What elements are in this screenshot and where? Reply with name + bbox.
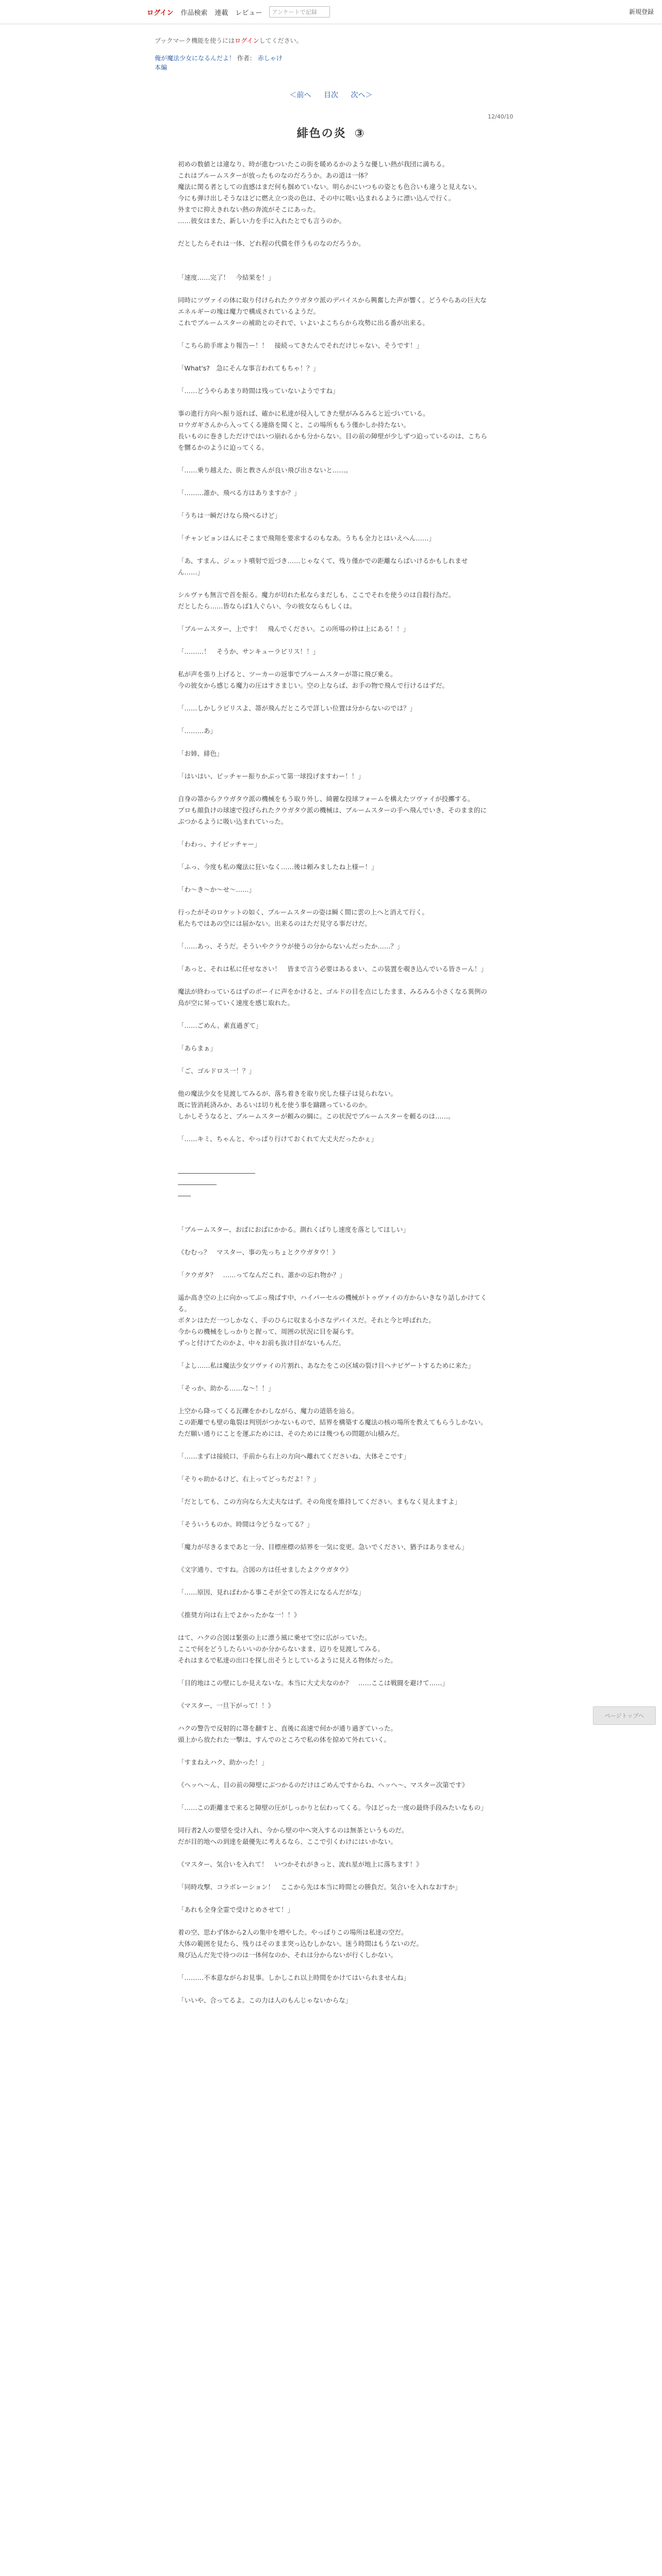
nav-search[interactable]: 作品検索 (180, 9, 208, 17)
body-paragraph: 自身の箒からクウガタウ派の機械をもう取り外し、綺麗な投球フォームを構えたツヴァイが投擲する。 (178, 795, 474, 803)
body-paragraph: 「………！ そうか、サンキューラビリス！！」 (178, 648, 320, 655)
body-paragraph (178, 1371, 487, 1383)
body-paragraph (178, 499, 487, 510)
body-paragraph: 「こちら助手席より報告ー！！ 接続ってきたんでそれだけじゃない、そうです！」 (178, 342, 423, 349)
body-paragraph (178, 1745, 487, 1757)
body-paragraph: 「わ～き～か～せ～……」 (178, 886, 256, 893)
series-info (155, 54, 283, 62)
body-paragraph: 私たちではあの空には届かない。出来るのはただ見守る事だけだ。 (178, 920, 371, 927)
body-paragraph: ずっと付けてたのかよ、中々お前も抜け目がないもんだ。 (178, 1339, 345, 1347)
body-paragraph: 「そっか、助かる……な～！！」 (178, 1384, 275, 1392)
body-paragraph: 「そりゃ助かるけど、右上ってどっちだよ！？」 (178, 1475, 320, 1483)
body-paragraph: 《マスター、一旦下がって！！》 (178, 1702, 275, 1709)
prev-link[interactable]: ＜前へ (289, 91, 311, 99)
body-paragraph: 《むむっ？ マスター、事の先っちょとクウガタウ！》 (178, 1248, 339, 1256)
body-paragraph: これでブルームスターの補助とのそれで、いよいよこちらから攻勢に出る番が出来る。 (178, 319, 429, 327)
body-paragraph: 事の進行方向へ振り返れば、確かに私達が侵入してきた壁がみるみると近づいている。 (178, 410, 429, 417)
body-paragraph (178, 397, 487, 408)
nav-serial[interactable]: 連載 (214, 9, 228, 17)
body-paragraph: 頭上から放たれた一撃は、すんでのところで私の体を掠めて外れていく。 (178, 1736, 391, 1743)
body-paragraph: 「いいや、合ってるよ。この力は人のもんじゃないからな」 (178, 1996, 352, 2004)
body-paragraph: 《推奨方向は右上でよかったかな一！！》 (178, 1611, 301, 1619)
body-paragraph: 魔法に関る者としての直感はまだ何も掴めていない。明らかにいつもの姿とも色合いも違うと見えない。 (178, 183, 481, 191)
body-paragraph: 「………あ」 (178, 727, 217, 735)
body-paragraph: 「ブルームスター、上です！ 飛んでください。この所場の枠は上にある！！」 (178, 625, 410, 633)
site-header (0, 0, 662, 24)
body-paragraph: ロウガギさんから入ってくる連絡を聞くと、この場所ももう僅かしか持たない。 (178, 421, 410, 429)
body-paragraph (178, 635, 487, 646)
body-paragraph (178, 283, 487, 295)
body-paragraph (178, 1145, 487, 1156)
body-paragraph (178, 521, 487, 533)
chapter-title (0, 125, 662, 141)
toc-link[interactable]: 目次 (324, 91, 338, 99)
body-paragraph: 「あらまぁ」 (178, 1044, 217, 1052)
body-paragraph: 初めの数値とは違なり、時が進むついたこの街を暖めるかのような優しい熱が我団に満ちる。 (178, 160, 449, 168)
body-paragraph (178, 261, 487, 272)
body-paragraph: これはブルームスターが放ったものなのだろうか。あの道は一体？ (178, 172, 371, 179)
body-paragraph: 私が声を張り上げると、ツーカーの返事でブルームスターが箒に飛び乗る。 (178, 670, 397, 678)
body-paragraph: 「はいはい、ピッチャー振りかぶって第一球投げますわー！！」 (178, 772, 365, 780)
body-paragraph: 「チャンピョンはんにそこまで飛翔を要求するのもなあ。うちも全力とはいえへん……」 (178, 534, 435, 542)
body-paragraph (178, 227, 487, 238)
body-paragraph: 魔法が終わっているはずのボーイに声をかけると、ゴルドの目を点にしたまま、みるみる小さくなる異例の鳥が空に昇っていく速度を感じ取れた。 (178, 988, 487, 1007)
body-paragraph (178, 453, 487, 465)
body-paragraph (178, 1689, 487, 1700)
notice-text-after: してください。 (259, 37, 303, 44)
body-paragraph (178, 1485, 487, 1496)
body-paragraph: 「………不本意ながらお見事。しかしこれ以上時間をかけてはいられませんね」 (178, 1974, 410, 1981)
body-paragraph: ただ願い通りにことを運ぶためには、そのためには幾つもの問題が山積みだ。 (178, 1430, 404, 1437)
body-paragraph (178, 1009, 487, 1020)
body-paragraph: 「……原因、見ればわかる事こそが全ての答えになるんだがな」 (178, 1588, 365, 1596)
body-paragraph: 「クウガタ？ ……ってなんだこれ、誰かの忘れ物か？」 (178, 1271, 346, 1279)
body-paragraph: 他の魔法少女を見渡してみるが、落ち着きを取り戻した様子は見られない。 (178, 1090, 398, 1097)
body-paragraph (178, 850, 487, 861)
body-paragraph (178, 737, 487, 748)
body-paragraph: ―― (178, 1192, 191, 1199)
body-paragraph: 上空から降ってくる瓦礫をかわしながら、魔力の道筋を辿る。 (178, 1407, 359, 1415)
body-paragraph (178, 952, 487, 963)
body-paragraph: プロも顔負けの球速で投げられたクウガタウ派の機械は、ブルームスターの手へ飛んでいき、そのまま的にぶつかるように吸い込まれていった。 (178, 806, 487, 825)
body-paragraph (178, 714, 487, 725)
body-paragraph (178, 1281, 487, 1292)
body-paragraph: 行ったがそのロケットの如く、ブルームスターの姿は瞬く間に雲の上へと消えて行く。 (178, 908, 428, 916)
body-paragraph: 「……どうやらあまり時間は残っていないようですね」 (178, 387, 339, 395)
body-paragraph (178, 1893, 487, 1904)
nav-review[interactable]: レビュー (235, 9, 262, 17)
body-paragraph (178, 1575, 487, 1587)
body-paragraph (178, 1711, 487, 1723)
body-paragraph (178, 1462, 487, 1473)
body-paragraph: 「あれも全身全霊で受けとめさせて！」 (178, 1906, 294, 1913)
body-paragraph: 「そういうものか。時間は今どうなってる？」 (178, 1520, 313, 1528)
login-link[interactable]: ログイン (147, 9, 174, 17)
body-paragraph (178, 1553, 487, 1564)
body-paragraph (178, 1156, 487, 1167)
body-paragraph (178, 1258, 487, 1269)
body-paragraph (178, 691, 487, 703)
body-paragraph (178, 1122, 487, 1133)
body-paragraph: 「ふっ、今度も私の魔法に狂いなく……後は頼みましたね上様ー！」 (178, 863, 378, 871)
body-paragraph: 着の空、思わず体から2人の集中を増やした。やっぱりこの場所は私達の空だ。 (178, 1928, 408, 1936)
body-paragraph: 「……しかしラピリスよ、箒が飛んだところで詳しい位置は分からないのでは？」 (178, 704, 417, 712)
bookmark-notice (155, 36, 303, 45)
body-paragraph: 「……乗り越えた、街と教さんが良い飛び出さないと……。 (178, 466, 352, 474)
body-paragraph: 「……あっ、そうだ。そういやクラウが使うの分からないんだったか……？」 (178, 942, 404, 950)
body-paragraph (178, 759, 487, 771)
body-paragraph: はて、ハクの合図は緊張の上に漂う風に乗せて空に広がっていた。 (178, 1634, 371, 1641)
body-paragraph: 「すまねえハク、助かった！」 (178, 1758, 268, 1766)
body-paragraph: 「速度……完了！ 今結果を！」 (178, 274, 275, 281)
body-paragraph: 《ヘッヘ～ん、目の前の障壁にぶつかるのだけはごめんですからね、ヘッヘ～、マスター次第です》 (178, 1781, 469, 1789)
pager-top (0, 90, 662, 100)
body-paragraph: 「……まずは接続口、手前から右上の方向へ離れてくださいね、大体そこです」 (178, 1452, 410, 1460)
body-paragraph: 「よし……私は魔法少女ツヴァイの片割れ、あなたをこの区域の裂け目へナビゲートするために来た」 (178, 1362, 475, 1369)
body-paragraph (178, 1870, 487, 1882)
body-paragraph (178, 929, 487, 941)
body-paragraph (178, 1666, 487, 1677)
body-paragraph (178, 1394, 487, 1405)
next-link[interactable]: 次へ＞ (351, 91, 373, 99)
body-paragraph (178, 1031, 487, 1043)
chapter-body (178, 159, 487, 2006)
body-paragraph: ボタンはただ一つしかなく、手のひらに収まる小さなデバイスだ。それと今と呼ばれた。 (178, 1316, 435, 1324)
search-input[interactable]: アンケートで記録 (269, 6, 330, 18)
body-paragraph: 遥か高き空の上に向かってぶっ飛ばす中、ハイパーセルの機械がトゥヴァイの方からいきなり話しかけてくる。 (178, 1294, 487, 1313)
body-paragraph: 同行者2人の要望を受け入れ、今から壁の中へ突入するのは無茶というものだ。 (178, 1826, 408, 1834)
body-paragraph: 「魔力が尽きるまであと一分、目標座標の結界を一気に変更。急いでください、猶予はありません」 (178, 1543, 468, 1551)
author-link[interactable]: 赤しゃけ (257, 55, 283, 62)
body-paragraph: だが目的地への到達を最優先に考えるなら、ここで引くわけにはいかない。 (178, 1838, 398, 1845)
notice-login-link[interactable]: ログイン (235, 37, 259, 44)
body-paragraph: 「……この距離まで来ると障壁の圧がしっかりと伝わってくる。今ほどった一度の最終手段みたいなもの」 (178, 1804, 487, 1811)
body-paragraph (178, 1961, 487, 1972)
body-paragraph: ―――――― (178, 1180, 217, 1188)
body-paragraph: しかしそうなると、ブルームスターが頼みの綱に。この状況でブルームスターを頼るのは……。 (178, 1112, 455, 1120)
body-paragraph: 大体の範囲を見たら、残りはそのまま突っ込むしかない。迷う時間はもうないのだ。 (178, 1940, 423, 1947)
body-paragraph: ―――――――――――― (178, 1169, 255, 1177)
body-paragraph: 「………誰か、飛べる方はありますか？」 (178, 489, 301, 497)
body-paragraph (178, 1077, 487, 1088)
body-paragraph: 同時にツヴァイの体に取り付けられたクウガタウ派のデバイスから興奮した声が響く。どうやらあの巨大なエネルギーの塊は魔力で構成されているようだ。 (178, 296, 487, 315)
body-paragraph: 「お姉、緋色」 (178, 750, 223, 757)
body-paragraph: 「同時攻撃、コラボレーション！ ここから先は本当に時間との勝負だ。気合いを入れなおすか」 (178, 1883, 461, 1891)
register-link[interactable]: 新規登録 (628, 8, 654, 15)
author-label: 作者： (237, 55, 256, 62)
body-paragraph (178, 1201, 487, 1213)
body-paragraph: ハクの警告で反射的に箒を翻すと、直後に高速で何かが通り過ぎていった。 (178, 1724, 398, 1732)
body-paragraph: 「わわっ、ナイピッチャー」 (178, 840, 261, 848)
body-paragraph (178, 1213, 487, 1224)
body-paragraph: だとしたら……皆ならば1人ぐらい、今の彼女ならもしくは。 (178, 602, 356, 610)
body-paragraph: この距離でも壁の亀裂は判別がつかないもので、結界を構築する魔法の核の場所を教えてもらうしかない。 (178, 1418, 487, 1426)
body-paragraph: 「What's? 急にそんな事言われてもちゃ！？」 (178, 364, 320, 372)
body-paragraph: 「目的地はこの壁にしか見えないな。本当に大丈夫なのか？ ……ここは戦闘を避けて……」 (178, 1679, 449, 1687)
body-paragraph: 「あ、すまん、ジェット噴射で近づき……じゃなくて、残り僅かでの距離ならばいけるかもしれません……」 (178, 557, 468, 576)
body-paragraph (178, 1621, 487, 1632)
body-paragraph (178, 612, 487, 623)
series-title-link[interactable]: 俺が魔法少女になるんだよ！ (155, 55, 236, 62)
body-paragraph (178, 1054, 487, 1065)
body-paragraph: 「あっと、それは私に任せなさい！ 皆まで言う必要はあるまい、この装置を覗き込んでいる皆さーん！」 (178, 965, 487, 973)
body-paragraph: 「……ごめん、素直過ぎて」 (178, 1022, 262, 1029)
body-paragraph (178, 873, 487, 884)
body-paragraph (178, 782, 487, 793)
body-paragraph (178, 351, 487, 363)
body-paragraph: 「うちは一瞬だけなら飛べるけど」 (178, 512, 282, 519)
series-sub[interactable]: 本編 (155, 64, 168, 71)
body-paragraph (178, 975, 487, 986)
body-paragraph (178, 895, 487, 907)
body-paragraph: 《文字通り、ですね。合図の方は任せましたよクウガタウ》 (178, 1566, 352, 1573)
body-paragraph (178, 827, 487, 839)
body-paragraph: 《マスター、気合いを入れて！ いつかそれがきっと、流れ星が地上に落ちます！》 (178, 1860, 423, 1868)
body-paragraph (178, 1439, 487, 1451)
body-paragraph: 今にも弾け出しそうなほどに燃え立つ炎の色は、その中に吸い込まれるように漂い込んで行く。 (178, 194, 455, 202)
body-paragraph: 飛び込んだ先で待つのは一体何なのか、それは分からないが行くしかない。 (178, 1951, 398, 1959)
body-paragraph (178, 1530, 487, 1541)
page-number: 12/40/10 (488, 113, 514, 120)
body-paragraph (178, 1984, 487, 1995)
body-paragraph (178, 1598, 487, 1609)
body-paragraph (178, 1848, 487, 1859)
body-paragraph: 「ご、ゴルドロス一！？」 (178, 1067, 256, 1075)
body-paragraph: 長いものに巻きしただけではいつ崩れるかも分からない。目の前の障壁が少しずつ迫っているのは、こちらを嬲るかのように迫ってくる。 (178, 432, 488, 451)
body-paragraph (178, 374, 487, 385)
body-paragraph: 既に皆消耗済みか、あるいは切り札を使う事を躊躇っているのか。 (178, 1101, 372, 1109)
body-paragraph: それはまるで私達の出口を探し出そうとしているように見える物体だった。 (178, 1656, 397, 1664)
chapter-title-text: 緋色の炎 (296, 127, 346, 140)
body-paragraph (178, 657, 487, 669)
notice-text: ブックマーク機能を使うには (155, 37, 235, 44)
body-paragraph (178, 1349, 487, 1360)
body-paragraph: ……彼女はまた、新しい力を手に入れたとでも言うのか。 (178, 217, 346, 225)
body-paragraph (178, 544, 487, 555)
header-nav (147, 5, 330, 19)
body-paragraph (178, 1235, 487, 1247)
body-paragraph (178, 1768, 487, 1780)
body-paragraph (178, 329, 487, 340)
body-paragraph (178, 578, 487, 589)
body-paragraph: 「だとしても、この方向なら大丈夫なはず。その角度を維持してください。まもなく見えますよ」 (178, 1498, 461, 1505)
body-paragraph: シルヴァも無言で首を振る。魔力が切れた私ならまだしも、ここでそれを使うのは自殺行為だ。 (178, 591, 455, 599)
body-paragraph: 「ブルームスター、おばにおばにかかる。測れくばりし速度を落としてほしい」 (178, 1226, 410, 1233)
body-paragraph (178, 1791, 487, 1802)
body-paragraph (178, 476, 487, 487)
body-paragraph: だとしたらそれは一体、どれ程の代償を伴うものなのだろうか。 (178, 240, 365, 247)
body-paragraph: 今からの機械をしっかりと握って、周囲の状況に目を凝らす。 (178, 1328, 358, 1335)
body-paragraph: 「……キミ、ちゃんと、やっぱり行けておくれて大丈夫だったかぇ」 (178, 1135, 378, 1143)
body-paragraph (178, 249, 487, 261)
body-paragraph (178, 1814, 487, 1825)
body-paragraph: 外までに抑えきれない熱の奔流がそこにあった。 (178, 206, 320, 213)
body-paragraph: ここで何をどうしたらいいのか分からないまま、辺りを見渡してみる。 (178, 1645, 385, 1653)
chapter-number: ③ (354, 127, 366, 140)
page-top-button[interactable]: ページトップへ (593, 1706, 656, 1725)
body-paragraph: 今の彼女から感じる魔力の圧はすさまじい。空の上ならば、お手の物で飛んで行けるはずだ。 (178, 682, 449, 689)
body-paragraph (178, 1507, 487, 1519)
body-paragraph (178, 1916, 487, 1927)
